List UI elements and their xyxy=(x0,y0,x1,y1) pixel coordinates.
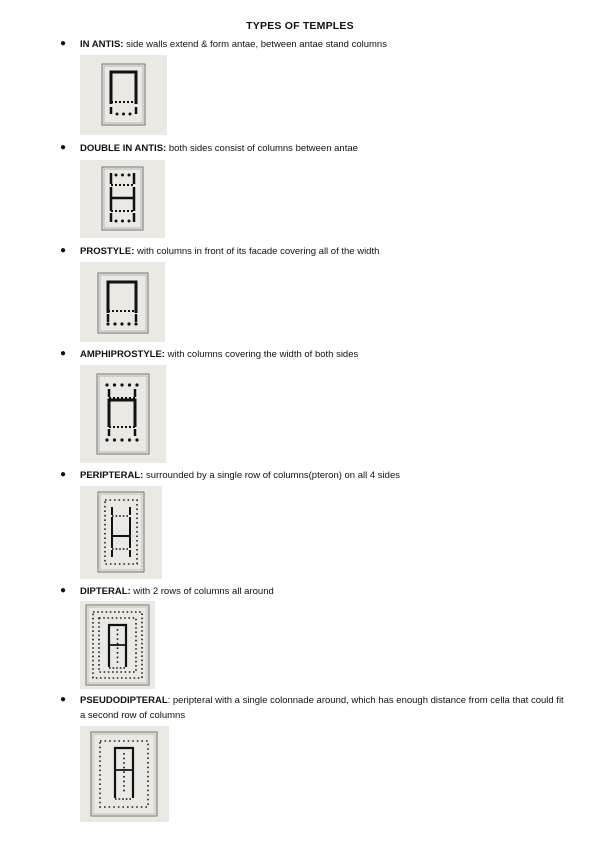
bullet-icon: ● xyxy=(60,585,67,596)
description: with columns in front of its facade covering all of the width xyxy=(134,246,380,257)
bullet-icon: ● xyxy=(60,38,67,49)
term: DIPTERAL: xyxy=(80,586,131,597)
term: DOUBLE IN ANTIS: xyxy=(80,143,167,154)
prostyle-plan-icon xyxy=(80,262,165,342)
bullet-icon: ● xyxy=(60,142,67,153)
pseudodipteral-plan-icon xyxy=(80,726,169,822)
bullet-icon: ● xyxy=(60,348,67,359)
description: both sides consist of columns between antae xyxy=(166,143,358,154)
bullet-icon: ● xyxy=(60,469,67,480)
dipteral-plan-icon xyxy=(80,601,155,689)
double-in-antis-plan-icon xyxy=(80,160,165,238)
term: PERIPTERAL: xyxy=(80,470,144,481)
description: : peripteral with a single colonnade around, which has enough distance from cella that could fit a second row of columns xyxy=(80,695,564,721)
term: PROSTYLE: xyxy=(80,246,135,257)
description: surrounded by a single row of columns(pteron) on all 4 sides xyxy=(143,470,400,481)
description: with 2 rows of columns all around xyxy=(130,586,274,597)
description: with columns covering the width of both sides xyxy=(164,349,359,360)
term: AMPHIPROSTYLE: xyxy=(80,349,165,360)
in-antis-plan-icon xyxy=(80,55,167,135)
amphiprostyle-plan-icon xyxy=(80,365,166,463)
term: IN ANTIS: xyxy=(80,39,124,50)
peripteral-plan-icon xyxy=(80,486,162,579)
description: side walls extend & form antae, between antae stand columns xyxy=(123,39,387,50)
term: PSEUDODIPTERAL xyxy=(80,695,168,706)
page-title: TYPES OF TEMPLES xyxy=(246,20,354,32)
bullet-icon: ● xyxy=(60,245,67,256)
bullet-icon: ● xyxy=(60,694,67,705)
